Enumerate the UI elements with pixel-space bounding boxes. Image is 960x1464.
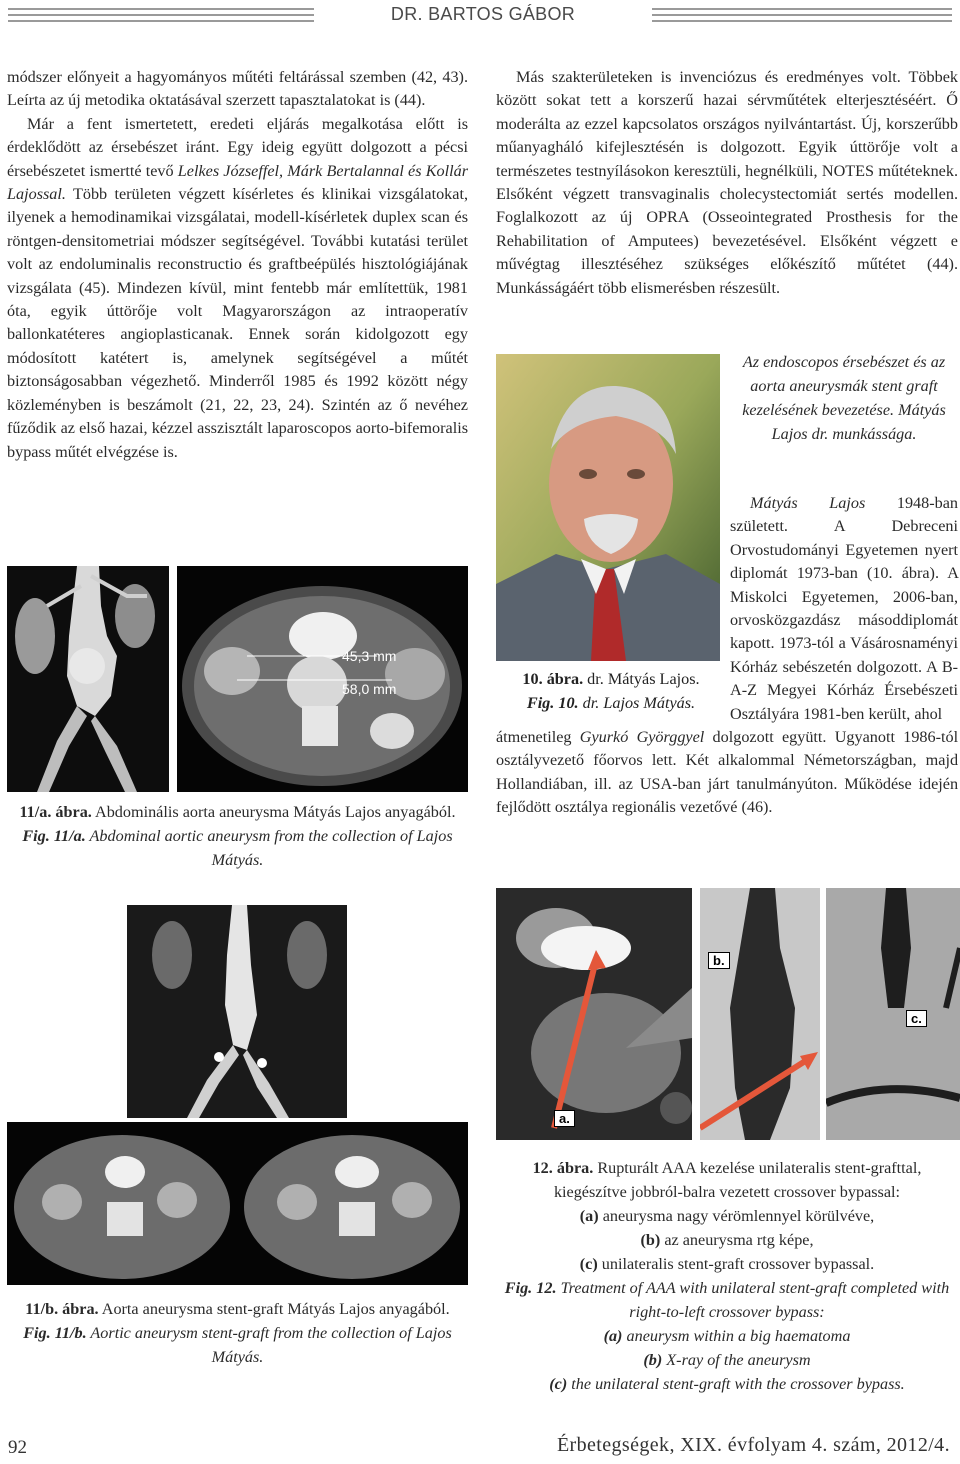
- header-rule-right: [652, 8, 952, 22]
- sidebar-title-text: Az endoscopos érsebészet és az aorta aneurysmák stent graft kezelésének bevezetése. Mátyás Lajos dr. munkássága.: [742, 353, 946, 443]
- caption-text: Aorta aneurysma stent-graft Mátyás Lajos anyagából.: [98, 1300, 450, 1318]
- measurement-label: 58,0 mm: [342, 681, 397, 697]
- journal-footer: Érbetegségek, XIX. évfolyam 4. szám, 2012/4.: [556, 1434, 950, 1456]
- panel-tag-a: a.: [554, 1110, 575, 1127]
- caption-label: 12. ábra.: [532, 1159, 594, 1177]
- item-text-en: aneurysm within a big haematoma: [622, 1327, 851, 1345]
- fig12-xray-image-b: [700, 888, 820, 1140]
- caption-text-en: Aortic aneurysm stent-graft from the collection of Lajos Mátyás.: [86, 1324, 452, 1366]
- paragraph-text: Több területen végzett kísérletes és klinikai vizsgálatokat, ilyenek a hemodinamikai vizsgálatai, modell-kísérletek duplex scan és röntgen-densitometriai módszer segítségével. További kutatási terület volt az endoluminalis reconstructio és graftbeépülés hisztológiájának vizsgálata (45). Mindezen kívül, mint fentebb már említettük, 1981 óta, egyik úttörője volt Magyarországon az intraoperatív ballonkatéteres angioplasticanak. Ennek során kidolgozott egy módosított katétert is, amelynek segítségével a műtét biztonságosabban végezhető. Minderről 1985 és 1992 között négy közleményben is beszámolt (21, 22, 23, 24). Szintén az ő nevéhez fűződik az első hazai, kézzel asszisztált laparoscopos aorto-bifemoralis bypass műtét elvégzése is.: [7, 185, 468, 461]
- fig10-caption: [498, 667, 724, 715]
- item-text-en: X-ray of the aneurysm: [662, 1351, 811, 1369]
- caption-label-en: Fig. 10.: [526, 694, 579, 712]
- caption-label: 10. ábra.: [522, 670, 584, 688]
- item-label-en: (a): [603, 1327, 623, 1345]
- fig12-xray-image-c: [826, 888, 960, 1140]
- caption-text: Abdominális aorta aneurysma Mátyás Lajos anyagából.: [91, 803, 456, 821]
- fig11b-angio-image: [7, 905, 468, 1118]
- caption-text: Rupturált AAA kezelése unilateralis stent-grafttal, kiegészítve jobbról-balra vezetett crossover bypassal:: [553, 1159, 922, 1201]
- item-label-en: (c): [549, 1375, 568, 1393]
- paragraph: módszer előnyeit a hagyományos műtéti feltárással szemben (42, 43). Leírta az új metodika oktatásával szerzett tapasztalatokat is (44).: [7, 68, 468, 110]
- measurement-label: 45,3 mm: [342, 648, 397, 664]
- header-rule-left: [8, 8, 314, 22]
- italic-names: Lelkes Józseffel, Márk Bertalannal és Kollár Lajossal.: [7, 161, 468, 204]
- panel-tag-c: c.: [906, 1010, 927, 1027]
- item-text: unilateralis stent-graft crossover bypassal.: [597, 1255, 875, 1273]
- section-sidebar-title: [728, 350, 960, 446]
- fig11a-caption: [7, 800, 468, 872]
- panel-tag-b: b.: [708, 952, 730, 969]
- item-text: az aneurysma rtg képe,: [660, 1231, 814, 1249]
- right-column-text: [496, 66, 958, 300]
- bio-paragraph-wrap: Mátyás Lajos 1948-ban született. A Debreceni Orvostudományi Egyetemen nyert diplomát 1973-ban (10. ábra). A Miskolci Egyetemen, 2006-ban, orvosközgazdász másoddiplomát kapott. 1973-tól a Vásárosnaményi Kórház sebészetén dolgozott. A B-A-Z Megyei Kórház Érsebészeti Osztályára 1981-ben került, ahol: [730, 494, 959, 723]
- caption-label: 11/b. ábra.: [25, 1300, 99, 1318]
- running-header-author: DR. BARTOS GÁBOR: [390, 4, 576, 24]
- left-column-text: [7, 66, 468, 464]
- fig12-caption: [496, 1156, 958, 1396]
- item-label-en: (b): [643, 1351, 663, 1369]
- item-label: (b): [640, 1231, 661, 1249]
- item-label: (a): [579, 1207, 599, 1225]
- item-text: aneurysma nagy vérömlennyel körülvéve,: [598, 1207, 875, 1225]
- caption-label-en: Fig. 11/b.: [23, 1324, 87, 1342]
- caption-label-en: Fig. 12.: [504, 1279, 557, 1297]
- caption-text-en: Treatment of AAA with unilateral stent-graft completed with right-to-left crossover bypass:: [556, 1279, 950, 1321]
- paragraph: [7, 113, 468, 464]
- item-text-en: the unilateral stent-graft with the crossover bypass.: [567, 1375, 905, 1393]
- item-label: (c): [579, 1255, 598, 1273]
- caption-text-en: Abdominal aortic aneurysm from the collection of Lajos Mátyás.: [85, 827, 453, 869]
- paragraph: Más szakterületeken is invenciózus és eredményes volt. Többek között sokat tett a korszerű hazai sérvműtétek elterjesztéséért. Ő moderálta az ezzel kapcsolatos országos nyilvántartást. Új, korszerűbb műanyagháló kifejlesztésén is dolgozott. Egyik úttörője volt a természetes testnyílásokon keresztüli, hegnélküli, NOTES műtéteknek. Elsőként végzett transvaginalis cholecystectomiát sertés modellen. Foglalkozott az új OPRA (Osseointegrated Prosthesis for the Rehabilitation of Amputees) bevezetésével. Elsőként végzett e művégtag illesztéséhez szükséges előkészítő műtétet (44). Munkásságáért több elismerésben részesült.: [496, 68, 958, 297]
- bio-paragraph: átmenetileg Gyurkó Györggyel dolgozott együtt. Ugyanott 1986-tól osztályvezető főorvos lett. Két alkalommal Németországban, majd Hollandiában, ill. az USA-ban járt tanulmányúton. Működése idején fejlődött osztálya regionális vezetővé (46).: [496, 728, 959, 817]
- fig10-portrait-photo: [496, 354, 720, 661]
- caption-text: dr. Mátyás Lajos.: [583, 670, 700, 688]
- caption-label: 11/a. ábra.: [19, 803, 92, 821]
- fig11b-caption: [7, 1297, 468, 1369]
- caption-text-en: dr. Lajos Mátyás.: [578, 694, 696, 712]
- bio-name: Mátyás Lajos: [750, 494, 866, 512]
- paragraph-text: Már a fent ismertetett, eredeti eljárás megalkotása előtt is érdeklődött az érsebészet iránt. Egy ideig együtt dolgozott a pécsi érsebészetet ismertté tevő: [7, 114, 468, 180]
- fig11a-angio-image: [7, 566, 169, 792]
- fig11b-ct-image: [7, 1122, 468, 1285]
- fig11a-ct-image: [177, 566, 468, 792]
- page-number: 92: [8, 1437, 27, 1458]
- caption-label-en: Fig. 11/a.: [22, 827, 86, 845]
- fig12-ct-image-a: [496, 888, 692, 1140]
